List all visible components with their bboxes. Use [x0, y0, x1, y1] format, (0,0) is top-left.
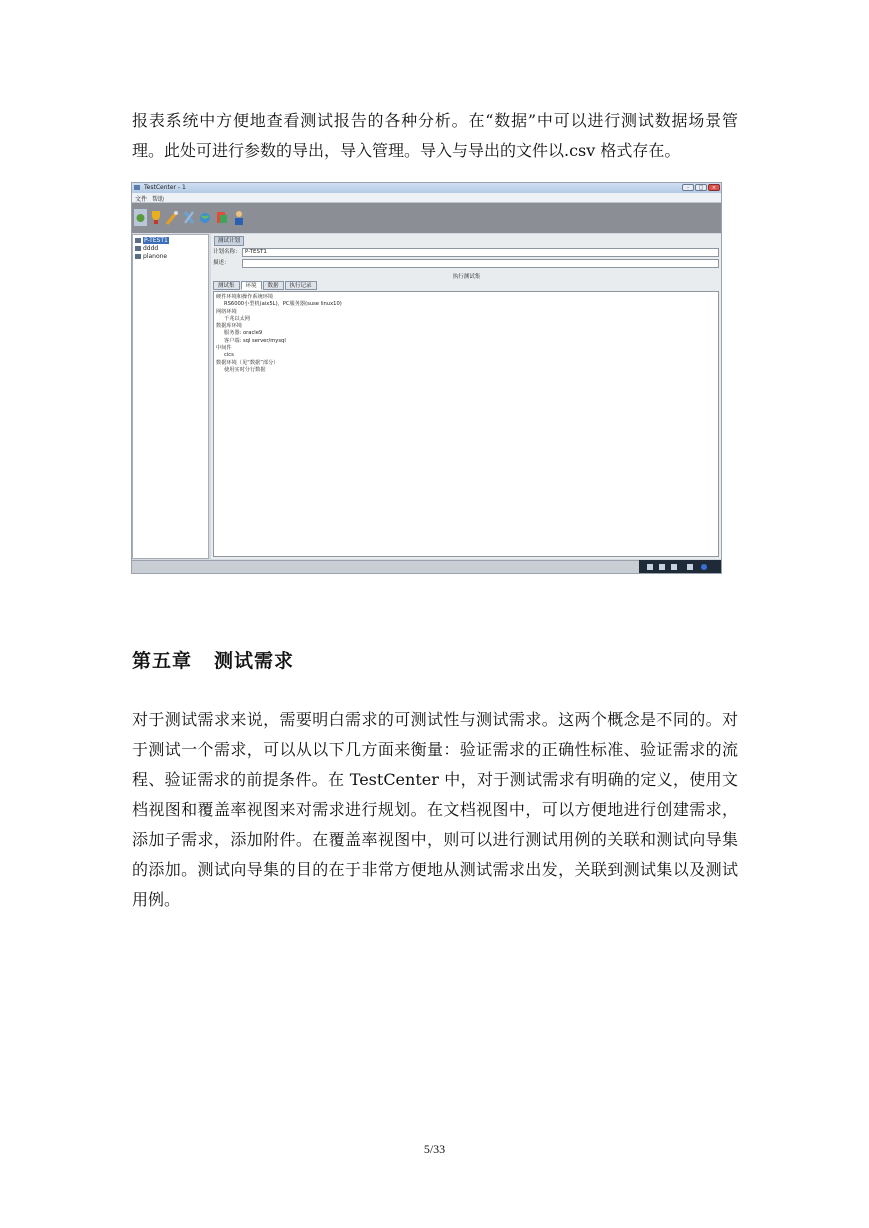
window-titlebar: [132, 183, 721, 193]
menu-help[interactable]: 帮助: [152, 196, 165, 203]
environment-line: 千兆以太网: [224, 315, 250, 322]
tab-test-set[interactable]: 测试集: [213, 281, 240, 290]
trophy-icon[interactable]: [149, 209, 163, 226]
tree-item-label: P-TEST1: [144, 237, 168, 244]
tree-item-label: planone: [143, 253, 168, 260]
tray-icon: [659, 564, 665, 570]
toolbar: [132, 203, 721, 233]
tray-icon: [687, 564, 693, 570]
environment-line: 数据环境（见“数据”部分）: [216, 359, 279, 366]
plan-name-label: 计划名称：: [213, 249, 241, 255]
body-paragraph: 对于测试需求来说，需要明白需求的可测试性与测试需求。这两个概念是不同的。对于测试一个需求，可以从以下几方面来衡量：验证需求的正确性标准、验证需求的流程、验证需求的前提条件。在 TestCenter 中，对于测试需求有明确的定义，使用文档视图和覆盖率视图来对需求进行规划。在文档视图中，可以方便地进行创建需求，添加子需求，添加附件。在覆盖率视图中，则可以进行测试用例的关联和测试向导集的添加。测试向导集的目的在于非常方便地从测试需求出发，关联到测试集以及测试用例。: [132, 710, 738, 909]
description-field[interactable]: [242, 259, 719, 268]
project-icon[interactable]: [134, 209, 147, 226]
minimize-button[interactable]: -: [682, 184, 694, 191]
close-button[interactable]: ×: [708, 184, 720, 191]
environment-text-area[interactable]: [213, 291, 719, 557]
testcenter-screenshot: [131, 182, 722, 574]
section-title: 执行测试集: [452, 274, 481, 280]
environment-line: cics: [224, 352, 234, 359]
tree-item-label: dddd: [143, 245, 159, 252]
tab-run-history[interactable]: 执行记录: [285, 281, 317, 290]
requirement-icon[interactable]: [182, 209, 196, 226]
environment-line: 服务器: oracle9: [224, 330, 263, 337]
detail-tabs: [213, 281, 318, 290]
environment-line: 网络环境: [216, 308, 237, 315]
environment-line: 使用实时分行数据: [224, 366, 266, 373]
plan-panel: [211, 234, 722, 559]
description-label: 描述：: [213, 260, 230, 266]
tree-item[interactable]: [135, 245, 158, 252]
app-icon: [134, 185, 140, 190]
plan-icon: [135, 246, 141, 251]
plan-name-field[interactable]: P-TEST1: [242, 248, 719, 257]
tab-data[interactable]: 数据: [263, 281, 284, 290]
tab-test-plan[interactable]: 测试计划: [214, 236, 244, 246]
help-icon: [701, 564, 707, 570]
window-title: TestCenter - 1: [144, 184, 186, 191]
maximize-button[interactable]: □: [695, 184, 707, 191]
tools-icon[interactable]: [165, 209, 179, 226]
intro-paragraph: 报表系统中方便地查看测试报告的各种分析。在“数据”中可以进行测试数据场景管理。此处可进行参数的导出，导入管理。导入与导出的文件以.csv 格式存在。: [132, 111, 738, 160]
page-number: 5/33: [423, 1142, 446, 1156]
tray-icon: [671, 564, 677, 570]
system-tray: [639, 560, 721, 574]
tab-environment[interactable]: 环境: [241, 281, 262, 290]
plan-icon: [135, 254, 141, 259]
tree-item[interactable]: [135, 253, 167, 260]
plan-icon: [135, 238, 141, 243]
environment-line: 数据库环境: [216, 323, 242, 330]
menu-file[interactable]: 文件: [135, 196, 148, 203]
menu-bar: [132, 193, 721, 203]
environment-line: 中间件: [216, 345, 232, 352]
status-bar: [132, 560, 721, 574]
chapter-number: 第五章: [132, 650, 193, 672]
project-tree: [132, 234, 209, 559]
tray-icon: [647, 564, 653, 570]
environment-line: RS6000小型机(aix5L)，PC服务器(suse linux10): [224, 301, 342, 308]
chapter-title: 测试需求: [214, 650, 295, 672]
user-icon[interactable]: [232, 209, 246, 226]
report-icon[interactable]: [215, 209, 229, 226]
globe-icon[interactable]: [198, 209, 212, 226]
environment-line: 硬件环境和操作系统环境: [216, 294, 274, 300]
environment-line: 客户端: sql server/mysql: [224, 337, 286, 344]
chapter-heading: [132, 646, 294, 673]
tree-item[interactable]: [135, 237, 169, 244]
